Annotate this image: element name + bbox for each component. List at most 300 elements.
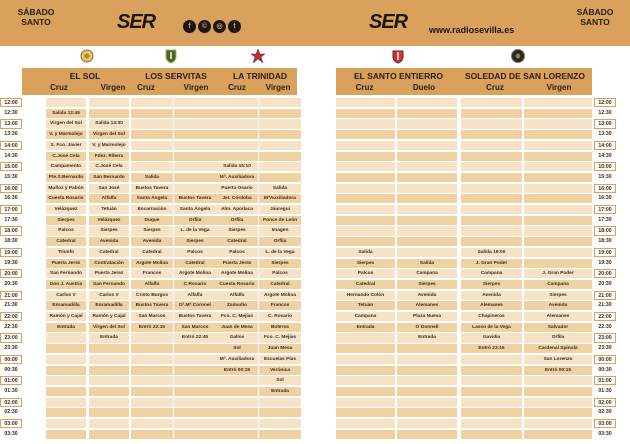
schedule-cell	[174, 173, 216, 182]
time-slot: 22:30	[4, 323, 18, 330]
schedule-cell: San José	[89, 184, 129, 193]
schedule-cell	[336, 398, 395, 407]
schedule-cell: Triunfo	[46, 248, 86, 257]
schedule-cell: Gallos	[216, 333, 258, 342]
schedule-cell: Bustos Tavera	[131, 184, 173, 193]
schedule-cell	[524, 205, 592, 214]
schedule-cell: Salvador	[524, 323, 592, 332]
whatsapp-icon[interactable]: ©	[198, 20, 211, 33]
time-slot: 21:00	[0, 291, 22, 300]
subcolumn-label: Virgen	[546, 83, 572, 92]
subcolumn-label: Virgen	[265, 83, 291, 92]
time-slot: 22:00	[0, 312, 22, 321]
schedule-cell: Francos	[259, 301, 301, 310]
time-slot: 03:30	[598, 430, 612, 437]
schedule-cell	[216, 430, 258, 439]
schedule-cell	[397, 184, 457, 193]
schedule-cell	[259, 98, 301, 107]
schedule-cell: Catedral	[336, 280, 395, 289]
time-slot: 00:30	[4, 366, 18, 373]
el-sol-crest-icon	[79, 48, 95, 64]
schedule-cell: Gavidia	[461, 333, 522, 342]
schedule-cell	[174, 141, 216, 150]
schedule-cell	[336, 173, 395, 182]
time-slot: 15:30	[4, 173, 18, 180]
schedule-cell: Alfalfa	[216, 291, 258, 300]
schedule-cell	[216, 109, 258, 118]
time-slot: 14:30	[598, 152, 612, 159]
schedule-cell: Sierpes	[461, 280, 522, 289]
schedule-cell	[524, 398, 592, 407]
schedule-cell	[524, 259, 592, 268]
schedule-cell: Juan de Mesa	[216, 323, 258, 332]
brotherhood-name-servitas: LOS SERVITAS	[145, 71, 207, 81]
schedule-cell	[397, 344, 457, 353]
time-slot: 22:30	[598, 323, 612, 330]
schedule-cell	[174, 355, 216, 364]
schedule-cell: Santa Ángela	[174, 205, 216, 214]
schedule-cell: Plaza Nueva	[397, 312, 457, 321]
schedule-cell: Fco. C. Mejías	[259, 333, 301, 342]
soledad-crest-icon	[510, 48, 526, 64]
schedule-cell: Salida	[397, 259, 457, 268]
time-slot: 21:30	[598, 302, 612, 309]
schedule-cell: San Marcos	[174, 323, 216, 332]
schedule-cell: Cuesta Rosario	[46, 194, 86, 203]
subcolumn-label: Duelo	[412, 83, 436, 92]
schedule-cell: Argote Molina	[131, 259, 173, 268]
schedule-cell: Mª. Auxiliadora	[216, 173, 258, 182]
schedule-cell	[461, 430, 522, 439]
schedule-cell: Salida 12:45	[46, 109, 86, 118]
schedule-cell: Fco. C. Mejías	[216, 312, 258, 321]
time-slot: 19:30	[4, 259, 18, 266]
time-slot: 14:00	[0, 141, 22, 150]
schedule-cell: L. de la Vega	[259, 248, 301, 257]
schedule-cell: Carlos V	[89, 291, 129, 300]
schedule-cell	[259, 152, 301, 161]
schedule-cell: Sierpes	[89, 226, 129, 235]
schedule-cell: Salida 13:30	[89, 119, 129, 128]
schedule-cell	[397, 162, 457, 171]
schedule-cell: Campana	[461, 269, 522, 278]
schedule-cell: MªAuxiliadora	[259, 194, 301, 203]
schedule-cell: Puerta Osario	[216, 184, 258, 193]
schedule-cell: Tetuán	[89, 205, 129, 214]
schedule-cell: Entró 00:15	[524, 366, 592, 375]
schedule-cell: Entró 00:15	[216, 366, 258, 375]
schedule-cell: Ramón y Cajal	[89, 312, 129, 321]
schedule-cell	[524, 173, 592, 182]
schedule-cell: Orfila	[259, 237, 301, 246]
schedule-cell: Cuesta Rosario	[216, 280, 258, 289]
schedule-cell	[336, 205, 395, 214]
time-slot: 13:30	[598, 131, 612, 138]
time-slot: 20:30	[4, 280, 18, 287]
schedule-cell: Entrada	[397, 333, 457, 342]
schedule-cell: Catedral	[46, 237, 86, 246]
time-slot: 13:00	[0, 119, 22, 128]
day-label-left: SÁBADO SANTO	[17, 7, 55, 27]
schedule-cell	[336, 387, 395, 396]
time-slot: 18:00	[0, 226, 22, 235]
schedule-cell	[131, 387, 173, 396]
time-slot: 23:00	[594, 333, 616, 342]
schedule-cell	[131, 419, 173, 428]
schedule-cell	[336, 152, 395, 161]
schedule-cell: Salida	[336, 248, 395, 257]
schedule-cell: Sierpes	[131, 226, 173, 235]
time-slot: 12:00	[0, 98, 22, 107]
schedule-cell	[397, 419, 457, 428]
schedule-cell: Virgen del Sol	[89, 130, 129, 139]
schedule-cell: Puerta Jerez	[216, 259, 258, 268]
schedule-cell: Alfalfa	[89, 194, 129, 203]
schedule-cell: Sierpes	[336, 259, 395, 268]
schedule-cell	[336, 141, 395, 150]
schedule-cell: J. Gran Poder	[461, 259, 522, 268]
schedule-cell: Imagen	[259, 226, 301, 235]
schedule-cell	[89, 419, 129, 428]
schedule-cell	[46, 366, 86, 375]
schedule-cell	[216, 130, 258, 139]
schedule-cell	[524, 98, 592, 107]
time-slot: 20:00	[594, 269, 616, 278]
schedule-cell	[336, 355, 395, 364]
schedule-cell	[259, 419, 301, 428]
schedule-cell	[216, 387, 258, 396]
time-slot: 18:30	[598, 238, 612, 245]
schedule-cell	[259, 130, 301, 139]
schedule-cell	[461, 237, 522, 246]
schedule-cell: Alemanes	[524, 312, 592, 321]
schedule-cell	[524, 387, 592, 396]
schedule-cell	[336, 237, 395, 246]
time-slot: 01:00	[0, 376, 22, 385]
schedule-cell	[524, 130, 592, 139]
time-slot: 19:30	[598, 259, 612, 266]
schedule-cell: Salida 15:10	[216, 162, 258, 171]
schedule-cell	[336, 109, 395, 118]
schedule-cell: Sierpes	[259, 259, 301, 268]
schedule-cell: Catedral	[174, 259, 216, 268]
schedule-cell	[216, 408, 258, 417]
brotherhood-name-el-sol: EL SOL	[69, 71, 101, 81]
schedule-cell	[46, 98, 86, 107]
time-slot: 19:00	[594, 248, 616, 257]
schedule-cell	[46, 387, 86, 396]
schedule-cell: Virgen del Sol	[46, 119, 86, 128]
time-slot: 23:00	[0, 333, 22, 342]
schedule-cell	[46, 408, 86, 417]
schedule-cell	[174, 376, 216, 385]
brotherhood-name-santo-entierro: EL SANTO ENTIERRO	[354, 71, 443, 81]
schedule-cell: Catedral	[259, 280, 301, 289]
schedule-cell	[46, 398, 86, 407]
schedule-cell: Palcos	[216, 248, 258, 257]
schedule-cell: Salida	[259, 184, 301, 193]
schedule-cell	[89, 109, 129, 118]
schedule-cell	[174, 430, 216, 439]
schedule-cell	[461, 387, 522, 396]
schedule-cell	[524, 419, 592, 428]
time-slot: 19:00	[0, 248, 22, 257]
time-slot: 01:30	[4, 387, 18, 394]
schedule-cell: San Lorenzo	[524, 355, 592, 364]
schedule-cell	[174, 184, 216, 193]
time-slot: 18:00	[594, 226, 616, 235]
schedule-cell	[131, 130, 173, 139]
schedule-cell	[46, 333, 86, 342]
schedule-cell: Palcos	[174, 248, 216, 257]
day-label-right: SÁBADO SANTO	[576, 7, 614, 27]
schedule-cell	[336, 366, 395, 375]
schedule-cell	[89, 344, 129, 353]
top-banner	[0, 0, 630, 46]
schedule-cell	[89, 408, 129, 417]
schedule-cell	[336, 216, 395, 225]
schedule-cell: Sierpes	[174, 237, 216, 246]
schedule-cell	[461, 119, 522, 128]
schedule-cell: Avenida	[461, 291, 522, 300]
schedule-cell	[524, 152, 592, 161]
schedule-cell	[524, 184, 592, 193]
schedule-cell	[46, 376, 86, 385]
schedule-cell	[461, 205, 522, 214]
schedule-cell: Entrada	[259, 387, 301, 396]
time-slot: 21:30	[4, 302, 18, 309]
schedule-cell	[259, 430, 301, 439]
schedule-cell	[461, 398, 522, 407]
schedule-cell: Campamento	[46, 162, 86, 171]
schedule-cell: Palcos	[259, 269, 301, 278]
schedule-cell	[524, 109, 592, 118]
time-slot: 03:30	[4, 430, 18, 437]
subcolumn-label: Cruz	[137, 83, 155, 92]
schedule-cell	[336, 119, 395, 128]
schedule-cell: Bustos Tavera	[131, 301, 173, 310]
schedule-cell	[397, 152, 457, 161]
schedule-cell	[397, 226, 457, 235]
schedule-cell	[397, 387, 457, 396]
schedule-cell: Contratación	[89, 259, 129, 268]
schedule-cell: S. Fco. Javier	[46, 141, 86, 150]
schedule-cell: Entrada	[89, 333, 129, 342]
schedule-cell	[336, 162, 395, 171]
schedule-cell: Enramadilla	[46, 301, 86, 310]
schedule-cell: Alfalfa	[174, 291, 216, 300]
schedule-cell	[336, 376, 395, 385]
schedule-cell	[89, 366, 129, 375]
schedule-cell: Campana	[397, 269, 457, 278]
schedule-cell: Sol	[259, 376, 301, 385]
schedule-cell	[524, 408, 592, 417]
schedule-cell: Orfila	[216, 216, 258, 225]
schedule-cell	[259, 408, 301, 417]
time-slot: 20:00	[0, 269, 22, 278]
schedule-cell: Entró 22:45	[174, 333, 216, 342]
time-slot: 17:30	[4, 216, 18, 223]
schedule-cell: Jáuregui	[259, 205, 301, 214]
schedule-cell: Virgen del Sol	[89, 323, 129, 332]
schedule-cell	[89, 355, 129, 364]
schedule-cell	[259, 173, 301, 182]
time-slot: 03:00	[594, 419, 616, 428]
schedule-cell	[259, 119, 301, 128]
time-slot: 01:30	[598, 387, 612, 394]
schedule-cell: San Fernando	[46, 269, 86, 278]
schedule-cell	[336, 184, 395, 193]
schedule-cell: Entrada	[336, 323, 395, 332]
schedule-cell: Ponce de León	[259, 216, 301, 225]
schedule-cell: Avenida	[397, 291, 457, 300]
time-slot: 15:00	[0, 162, 22, 171]
schedule-cell: Lasso de la Vega	[461, 323, 522, 332]
schedule-cell	[336, 226, 395, 235]
schedule-cell	[397, 205, 457, 214]
schedule-cell: Salida 19:00	[461, 248, 522, 257]
time-slot: 12:30	[598, 109, 612, 116]
schedule-cell: Don J. Austria	[46, 280, 86, 289]
schedule-cell	[89, 376, 129, 385]
subcolumn-label: Cruz	[486, 83, 504, 92]
schedule-cell	[174, 98, 216, 107]
schedule-cell	[397, 408, 457, 417]
schedule-cell: Avenida	[131, 237, 173, 246]
schedule-cell: Palcos	[46, 226, 86, 235]
schedule-cell: Catedral	[131, 248, 173, 257]
schedule-cell	[461, 408, 522, 417]
schedule-cell: Entró 23:15	[461, 344, 522, 353]
schedule-cell: Pte.S.Bernardo	[46, 173, 86, 182]
twitter-icon[interactable]: t	[228, 20, 241, 33]
schedule-cell	[524, 141, 592, 150]
schedule-cell	[46, 430, 86, 439]
schedule-cell	[336, 430, 395, 439]
schedule-cell	[89, 398, 129, 407]
schedule-cell	[524, 430, 592, 439]
schedule-cell: Puerta Jerez	[46, 259, 86, 268]
facebook-icon[interactable]: f	[183, 20, 196, 33]
schedule-cell	[461, 376, 522, 385]
schedule-cell: Dª.Mª.Coronel	[174, 301, 216, 310]
time-slot: 02:00	[594, 398, 616, 407]
ser-logo-right: SER	[369, 11, 408, 33]
schedule-cell: Alemanes	[397, 301, 457, 310]
schedule-cell	[174, 130, 216, 139]
schedule-cell	[216, 98, 258, 107]
schedule-cell: Sierpes	[524, 291, 592, 300]
schedule-cell	[131, 162, 173, 171]
schedule-cell	[397, 216, 457, 225]
time-slot: 12:00	[594, 98, 616, 107]
brotherhood-name-trinidad: LA TRINIDAD	[233, 71, 287, 81]
instagram-icon[interactable]: ◎	[213, 20, 226, 33]
schedule-cell: Sierpes	[397, 280, 457, 289]
schedule-cell	[131, 109, 173, 118]
schedule-cell	[336, 130, 395, 139]
schedule-cell: C.Rosario	[174, 280, 216, 289]
schedule-cell	[461, 194, 522, 203]
schedule-cell: C. Rosario	[259, 312, 301, 321]
schedule-cell	[216, 376, 258, 385]
schedule-cell	[461, 366, 522, 375]
schedule-cell	[216, 141, 258, 150]
schedule-cell: Entró 22:15	[131, 323, 173, 332]
schedule-cell: Boteros	[259, 323, 301, 332]
schedule-cell: Encarnación	[131, 205, 173, 214]
time-slot: 00:00	[594, 355, 616, 364]
schedule-cell: Escuelas Pías	[259, 355, 301, 364]
la-trinidad-crest-icon	[250, 48, 266, 64]
schedule-cell	[461, 109, 522, 118]
schedule-cell: Avenida	[89, 237, 129, 246]
schedule-cell	[524, 119, 592, 128]
schedule-cell	[174, 119, 216, 128]
schedule-cell: Orfila	[174, 216, 216, 225]
schedule-cell: V. y Marmolejo	[89, 141, 129, 150]
time-slot: 17:00	[594, 205, 616, 214]
schedule-cell	[131, 366, 173, 375]
schedule-cell: Argote Molina	[174, 269, 216, 278]
schedule-cell	[174, 419, 216, 428]
subcolumn-label: Virgen	[100, 83, 126, 92]
schedule-cell	[131, 376, 173, 385]
schedule-cell	[89, 430, 129, 439]
subcolumn-label: Cruz	[50, 83, 68, 92]
website-url[interactable]: www.radiosevilla.es	[429, 25, 515, 35]
schedule-cell: Catedral	[216, 237, 258, 246]
schedule-cell	[46, 419, 86, 428]
schedule-cell	[89, 98, 129, 107]
time-slot: 13:00	[594, 119, 616, 128]
schedule-cell: J. Gran Poder	[524, 269, 592, 278]
schedule-cell	[89, 387, 129, 396]
time-slot: 02:30	[598, 409, 612, 416]
schedule-cell: Campana	[524, 280, 592, 289]
schedule-cell	[461, 162, 522, 171]
schedule-cell	[461, 419, 522, 428]
schedule-cell	[461, 130, 522, 139]
schedule-cell	[524, 376, 592, 385]
schedule-cell: Muñoz y Pabón	[46, 184, 86, 193]
schedule-cell: Fdez. Ribera	[89, 152, 129, 161]
schedule-cell	[461, 226, 522, 235]
schedule-cell	[397, 376, 457, 385]
time-slot: 21:00	[594, 291, 616, 300]
schedule-cell	[397, 237, 457, 246]
social-icons	[183, 20, 241, 33]
schedule-cell: San Bernardo	[89, 173, 129, 182]
schedule-cell	[524, 226, 592, 235]
schedule-cell: Velázquez	[89, 216, 129, 225]
schedule-cell: Bustos Tavera	[174, 194, 216, 203]
ser-logo-left: SER	[117, 11, 156, 33]
schedule-cell: Ramón y Cajal	[46, 312, 86, 321]
schedule-cell: Bustos Tavera	[174, 312, 216, 321]
schedule-cell	[174, 398, 216, 407]
schedule-cell	[524, 216, 592, 225]
schedule-cell	[524, 162, 592, 171]
schedule-cell: Entrada	[46, 323, 86, 332]
time-slot: 20:30	[598, 280, 612, 287]
schedule-cell	[397, 248, 457, 257]
schedule-cell: Duque	[131, 216, 173, 225]
schedule-cell	[216, 152, 258, 161]
schedule-cell	[461, 152, 522, 161]
schedule-cell: C.José Cela	[89, 162, 129, 171]
schedule-cell: Alfalfa	[131, 280, 173, 289]
